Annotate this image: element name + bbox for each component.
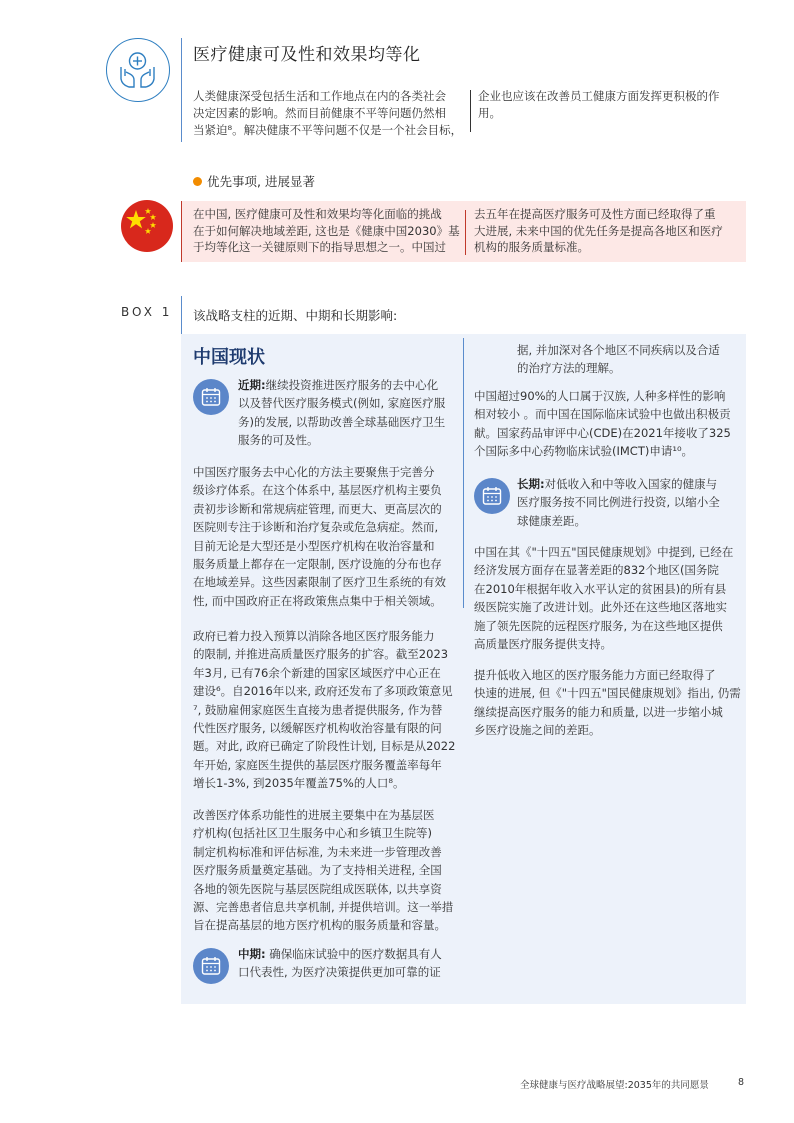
long-term-line: 医疗服务按不同比例进行投资, 以缩小全	[517, 495, 720, 510]
paragraph-4: 中国超过90%的人口属于汉族, 人种多样性的影响 相对较小 。而中国在国际临床试验中也做出积极贡 献。国家药品审评中心(CDE)在2021年接收了325 个国际多中心药物临床试验(IMCT)申请¹⁰。	[474, 389, 731, 459]
intro-divider	[470, 90, 471, 132]
paragraph-6: 提升低收入地区的医疗服务能力方面已经取得了 快速的进展, 但《"十四五"国民健康规划》指出, 仍需 继续提高医疗服务的能力和质量, 以进一步缩小城 乡医疗设施之间的差距。	[474, 668, 741, 738]
panel-divider	[463, 338, 464, 608]
intro-right	[478, 88, 746, 122]
near-term-block	[238, 376, 463, 450]
near-term-line: 务)的发展, 以帮助改善全球基础医疗卫生	[238, 414, 446, 429]
long-term-block	[517, 475, 742, 530]
paragraph-5: 中国在其《"十四五"国民健康规划》中提到, 已经在 经济发展方面存在显著差距的832个地区(国务院 在2010年根据年收入水平认定的贫困县)的所有县 级医院实施了改进计划。此外还在这些地区落地实 施了领先医院的远程医疗服务, 为在这些地区提供 高质量医疗服务提供支持。	[474, 545, 734, 652]
near-term-line: 继续投资推进医疗服务的去中心化	[265, 378, 439, 392]
china-status-heading: 中国现状	[193, 347, 265, 368]
paragraph-1: 中国医疗服务去中心化的方法主要聚焦于完善分 级诊疗体系。在这个体系中, 基层医疗机构主要负 责初步诊断和常规病症管理, 而更大、更高层次的 医院则专注于诊断和治疗复杂或危急病症。然而, 目前无论是大型还是小型医疗机构在收治容量和 服务质量上都存在一定限制, 医疗设施的分布也存 在地域差异。这些因素限制了医疗卫生系统的有效 性, 而中国政府正在将政策焦点集中于相关领域。	[193, 465, 446, 608]
china-flag-icon	[121, 200, 173, 252]
intro-line: 企业也应该在改善员工健康方面发挥更积极的作	[478, 89, 720, 103]
mid-term-block	[238, 945, 463, 982]
calendar-icon	[193, 379, 229, 415]
calendar-icon	[474, 478, 510, 514]
paragraph-3: 改善医疗体系功能性的进展主要集中在为基层医 疗机构(包括社区卫生服务中心和乡镇卫生院等) 制定机构标准和评估标准, 为未来进一步管理改善 医疗服务质量奠定基础。为了支持相关进程, 全国 各地的领先医院与基层医院组成医联体, 以共享资 源、完善患者信息共享机制, 并提供培训。这一举措 旨在提高基层的地方医疗机构的服务质量和容量。	[193, 808, 454, 933]
intro-line: 当紧迫⁸。解决健康不平等问题不仅是一个社会目标，	[193, 123, 463, 137]
priority-label: 优先事项, 进展显著	[207, 174, 315, 189]
box-label: BOX 1	[121, 305, 173, 319]
long-term-label: 长期:	[517, 477, 545, 491]
near-term-label: 近期:	[238, 378, 266, 392]
band-rule	[181, 201, 182, 262]
mid-term-line: 确保临床试验中的医疗数据具有人	[269, 947, 442, 961]
band-line: 大进展, 未来中国的优先任务是提高各地区和医疗	[474, 223, 723, 238]
band-line: 去五年在提高医疗服务可及性方面已经取得了重	[474, 207, 716, 221]
near-term-line: 服务的可及性。	[238, 433, 319, 448]
intro-line: 用。	[478, 106, 501, 120]
intro-line: 决定因素的影响。然而目前健康不平等问题仍然相	[193, 106, 446, 120]
intro-left	[193, 88, 465, 139]
band-right	[474, 206, 746, 256]
band-divider	[465, 210, 466, 255]
page-title: 医疗健康可及性和效果均等化	[193, 45, 421, 65]
mid-term-label: 中期:	[238, 947, 266, 961]
header-rule	[181, 38, 182, 142]
long-term-line: 对低收入和中等收入国家的健康与	[544, 477, 718, 491]
near-term-line: 以及替代医疗服务模式(例如, 家庭医疗服	[238, 396, 446, 411]
footer-title: 全球健康与医疗战略展望:2035年的共同愿景	[520, 1080, 709, 1091]
box-title: 该战略支柱的近期、中期和长期影响:	[193, 308, 398, 323]
band-line: 在中国, 医疗健康可及性和效果均等化面临的挑战	[193, 207, 442, 221]
band-line: 于均等化这一关键原则下的指导思想之一。中国过	[193, 240, 446, 254]
band-left	[193, 206, 465, 256]
mid-term-line: 口代表性, 为医疗决策提供更加可靠的证	[238, 965, 441, 980]
calendar-icon	[193, 948, 229, 984]
band-line: 机构的服务质量标准。	[474, 240, 589, 254]
priority-dot	[193, 177, 202, 186]
band-line: 在于如何解决地域差距, 这也是《健康中国2030》基	[193, 223, 460, 238]
intro-line: 人类健康深受包括生活和工作地点在内的各类社会	[193, 89, 446, 103]
paragraph-2: 政府已着力投入预算以消除各地区医疗服务能力 的限制, 并推进高质量医疗服务的扩容。截至2023 年3月, 已有76余个新建的国家区域医疗中心正在 建设⁶。自2016年以来, 政府还发布了多项政策意见 ⁷, 鼓励雇佣家庭医生直接为患者提供服务, 作为替 代性医疗服务, 以缓解医疗机构收治容量有限的问 题。对此, 政府已确定了阶段性计划, 目标是从2022 年开始, 家庭医生提供的基层医疗服务覆盖率每年 增长1-3%, 到2035年覆盖75%的人口⁸。	[193, 629, 456, 791]
mid-term-continuation: 据, 并加深对各个地区不同疾病以及合适 的治疗方法的理解。	[517, 343, 720, 376]
long-term-line: 球健康差距。	[517, 513, 586, 528]
hands-plus-icon	[106, 38, 170, 102]
page-number: 8	[738, 1077, 745, 1088]
